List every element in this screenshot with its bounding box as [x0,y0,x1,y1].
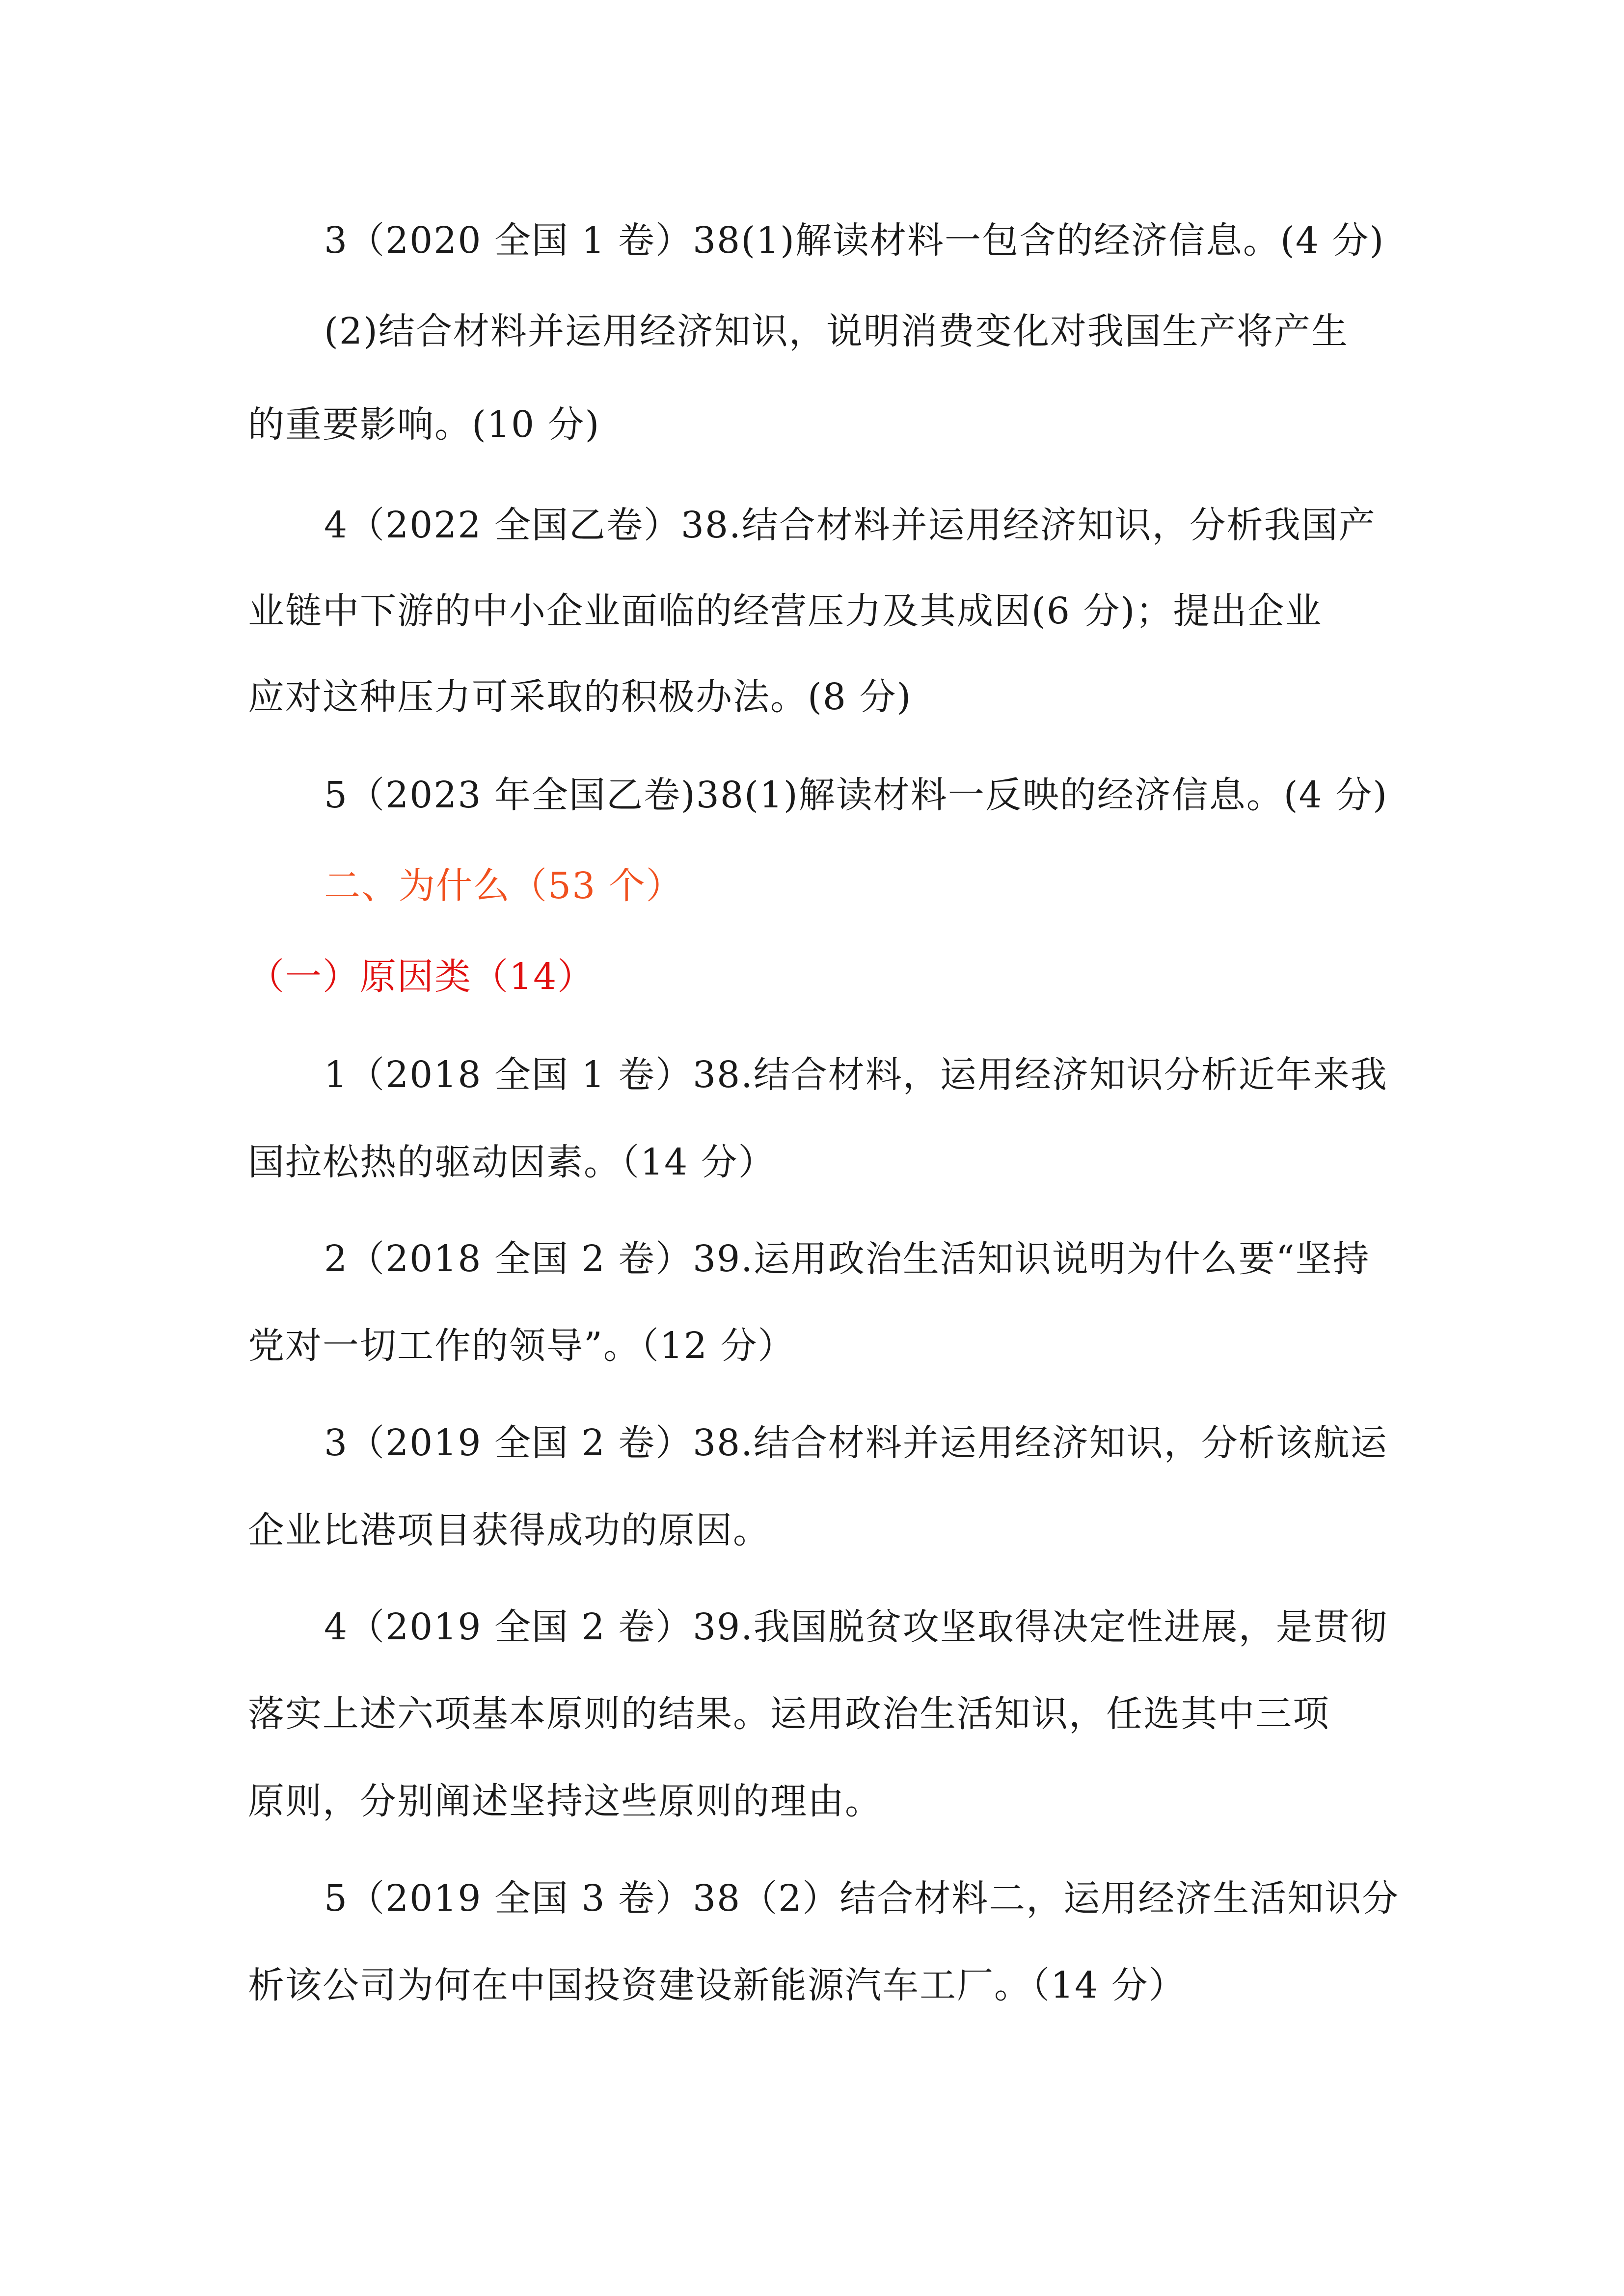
question-4-2022-line-2: 业链中下游的中小企业面临的经营压力及其成因(6 分)；提出企业 [248,590,1323,632]
reason-question-2-line-2: 党对一切工作的领导”。（12 分） [248,1325,795,1367]
question-4-2022-line-1: 4（2022 全国乙卷）38.结合材料并运用经济知识，分析我国产 [324,504,1376,546]
reason-question-1-line-2: 国拉松热的驱动因素。（14 分） [248,1141,776,1183]
question-4-2022-line-3: 应对这种压力可采取的积极办法。(8 分) [248,676,912,718]
reason-question-3-line-1: 3（2019 全国 2 卷）38.结合材料并运用经济知识，分析该航运 [324,1422,1388,1464]
reason-question-4-line-3: 原则，分别阐述坚持这些原则的理由。 [248,1780,882,1822]
reason-question-1-line-1: 1（2018 全国 1 卷）38.结合材料，运用经济知识分析近年来我 [324,1054,1388,1096]
section-heading: 二、为什么（53 个） [324,865,683,907]
reason-question-4-line-1: 4（2019 全国 2 卷）39.我国脱贫攻坚取得决定性进展，是贯彻 [324,1606,1388,1648]
reason-question-3-line-2: 企业比港项目获得成功的原因。 [248,1509,770,1551]
reason-question-5-line-1: 5（2019 全国 3 卷）38（2）结合材料二，运用经济生活知识分 [324,1877,1400,1920]
reason-question-4-line-2: 落实上述六项基本原则的结果。运用政治生活知识，任选其中三项 [248,1693,1330,1735]
question-5-2023-line-1: 5（2023 年全国乙卷)38(1)解读材料一反映的经济信息。(4 分) [324,774,1388,816]
subsection-heading: （一）原因类（14） [248,956,595,998]
reason-question-2-line-1: 2（2018 全国 2 卷）39.运用政治生活知识说明为什么要“坚持 [324,1238,1370,1280]
question-3-2020-line-3: 的重要影响。(10 分) [248,403,600,446]
reason-question-5-line-2: 析该公司为何在中国投资建设新能源汽车工厂。（14 分） [248,1964,1186,2006]
question-3-2020-line-1: 3（2020 全国 1 卷）38(1)解读材料一包含的经济信息。(4 分) [324,219,1385,262]
question-3-2020-line-2: (2)结合材料并运用经济知识，说明消费变化对我国生产将产生 [324,310,1349,352]
